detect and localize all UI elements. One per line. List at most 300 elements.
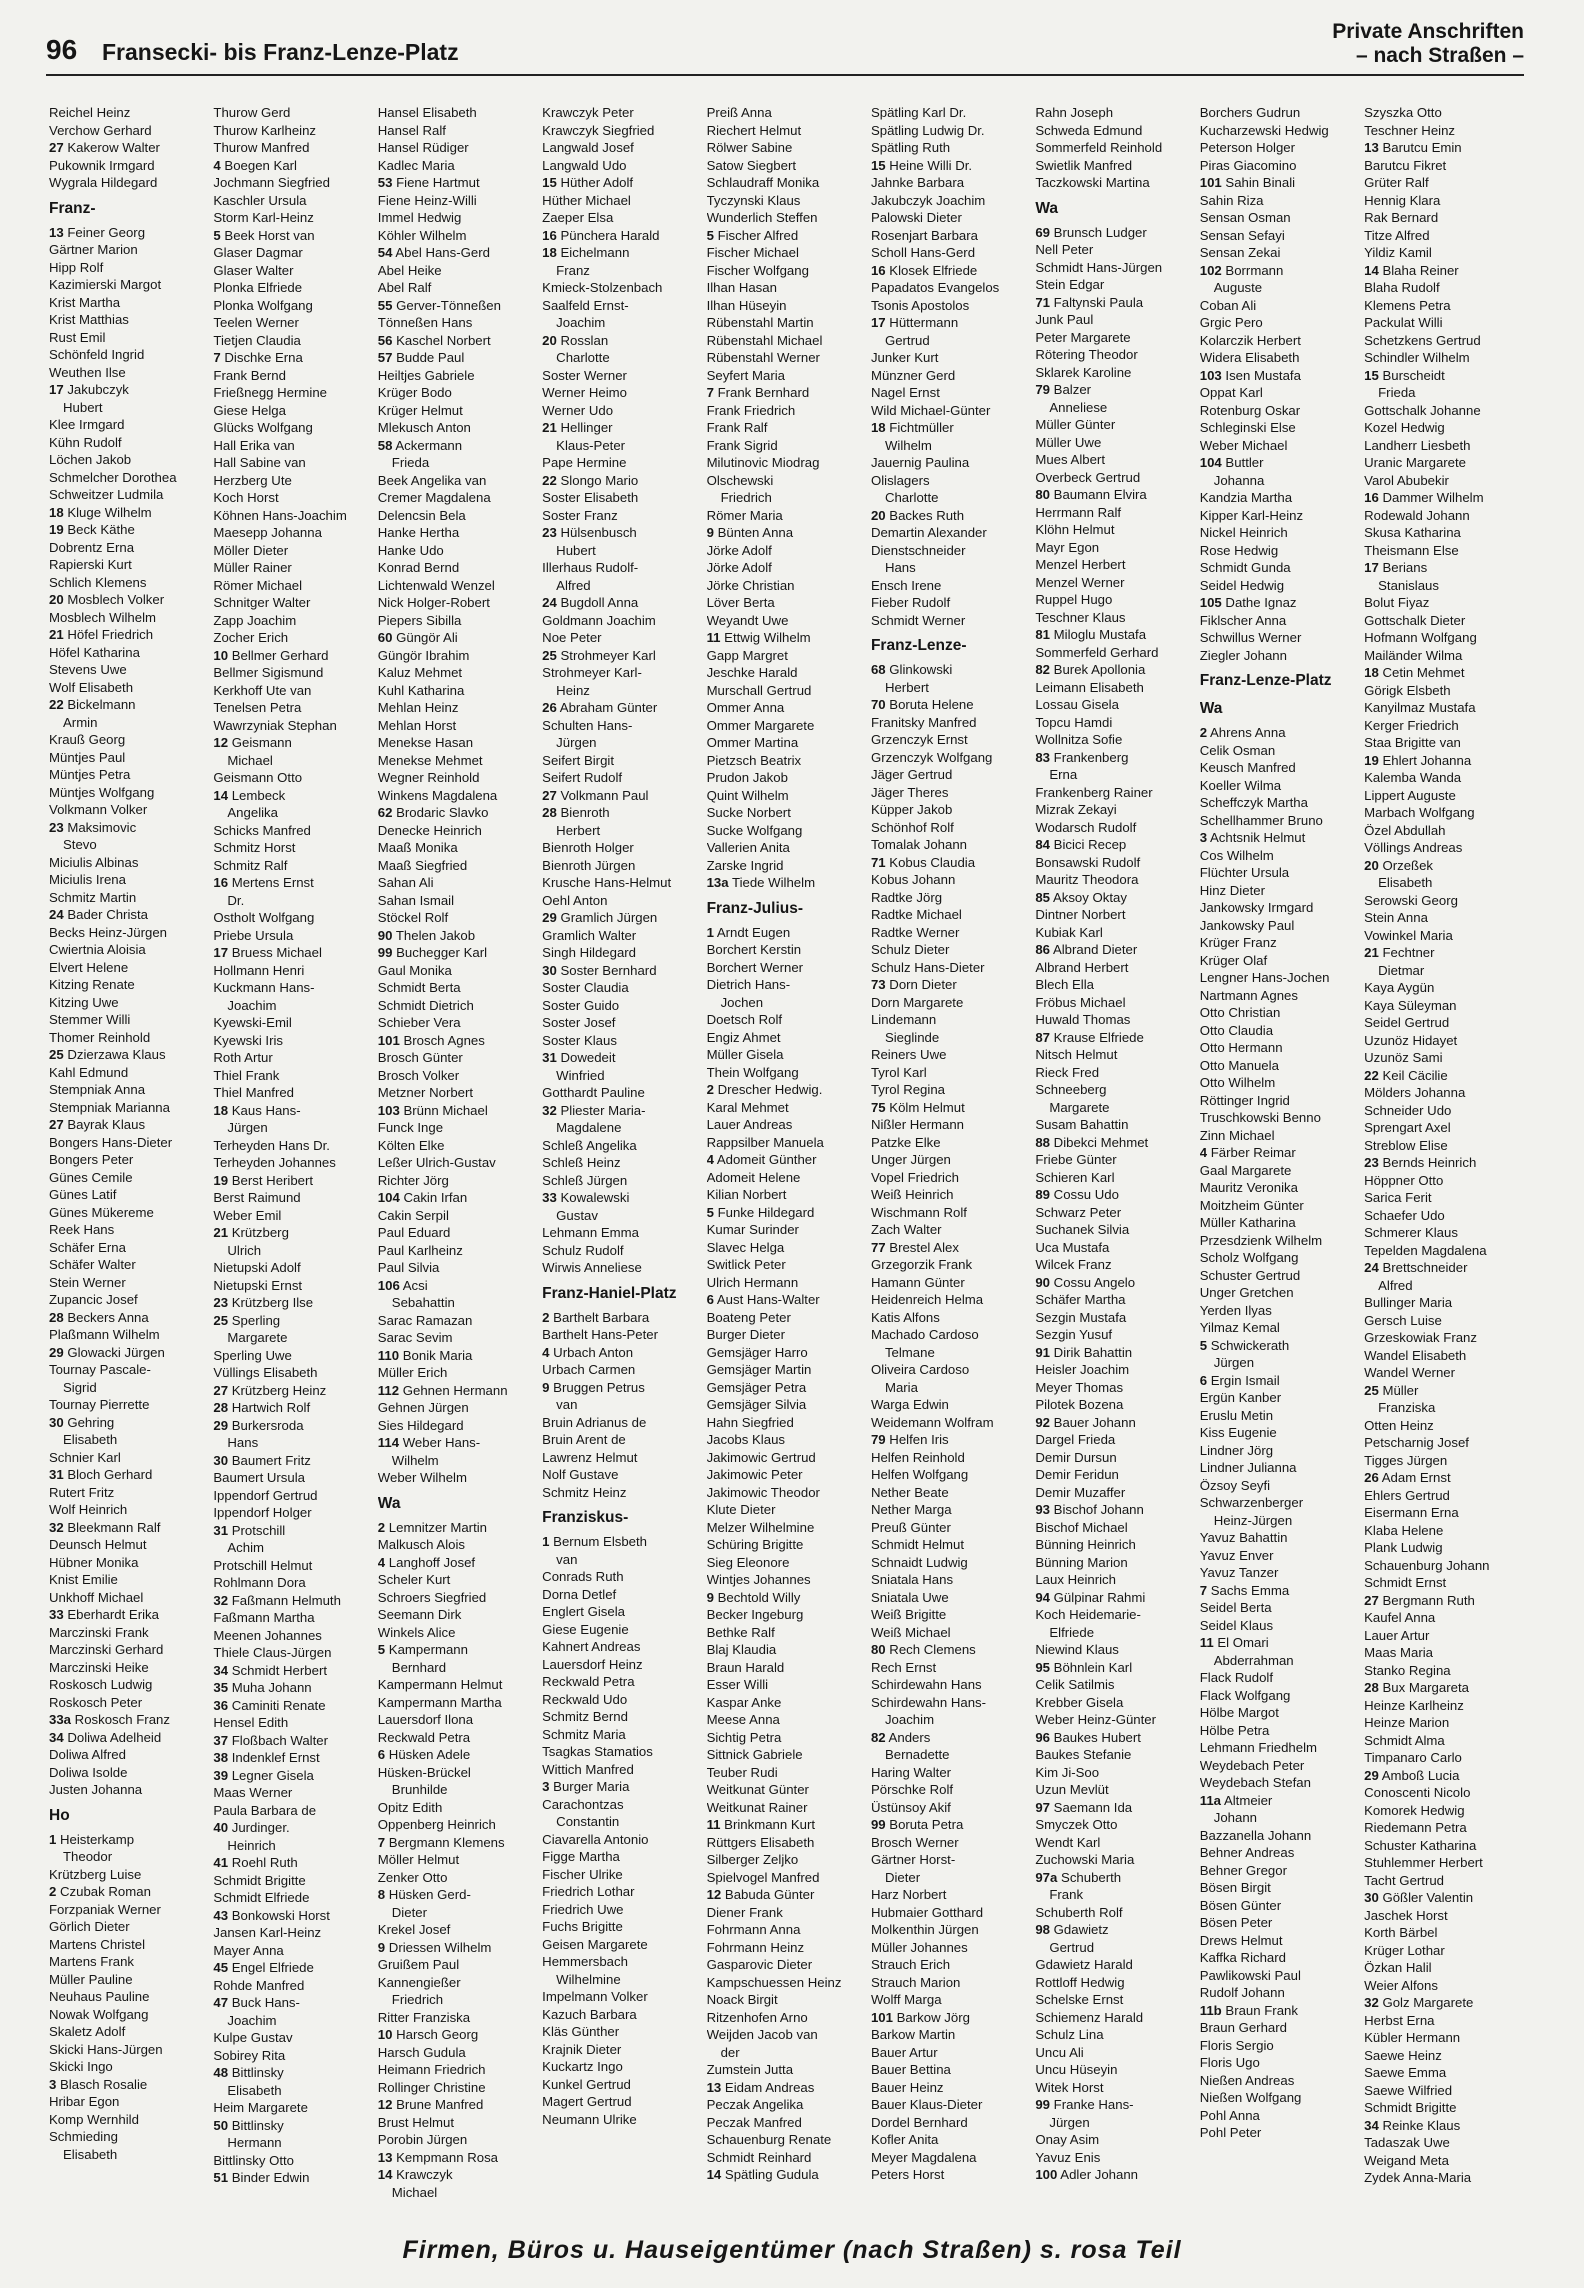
resident-entry: Lauer Andreas bbox=[706, 1117, 793, 1132]
page-header bbox=[46, 18, 1524, 76]
entry-continuation: der bbox=[720, 2044, 740, 2060]
house-number: 36 bbox=[213, 1697, 229, 1713]
resident-entry: Onay Asim bbox=[1035, 2132, 1100, 2147]
resident-entry: Kazimierski Margot bbox=[49, 277, 162, 292]
resident-entry: Rech Ernst bbox=[870, 1659, 937, 1675]
resident-entry: Müller Uwe bbox=[1035, 434, 1102, 450]
resident-entry: Geismann Otto bbox=[213, 770, 303, 785]
resident-entry: Schmidt Reinhard bbox=[706, 2149, 812, 2165]
resident-entry: Doliwa Alfred bbox=[49, 1747, 126, 1762]
resident-entry: Glücks Wolfgang bbox=[213, 420, 313, 435]
resident-entry: Rahn Joseph bbox=[1035, 105, 1114, 120]
resident-entry: Albrand Herbert bbox=[1035, 959, 1129, 975]
street-heading: Wa bbox=[1035, 199, 1059, 217]
resident-entry: Höfel Katharina bbox=[49, 644, 140, 660]
resident-entry: Dietrich Hans- bbox=[706, 977, 791, 992]
house-number: 22 bbox=[542, 472, 557, 488]
resident-entry: Borchert Kerstin bbox=[706, 942, 802, 957]
house-number: 29 bbox=[213, 1417, 229, 1433]
resident-entry: Rötering Theodor bbox=[1035, 347, 1138, 362]
resident-entry: Reek Hans bbox=[49, 1222, 115, 1237]
resident-entry: Hansel Rüdiger bbox=[377, 140, 469, 155]
house-number: 12 bbox=[706, 1887, 722, 1902]
house-number: 30 bbox=[542, 962, 557, 978]
resident-entry: Schmitz Horst bbox=[213, 840, 296, 855]
entry-continuation: Joachim bbox=[884, 1712, 935, 1727]
house-number: 11 bbox=[706, 1817, 721, 1832]
resident-entry: Weber Heinz-Günter bbox=[1035, 1712, 1157, 1727]
resident-entry: Meyer Thomas bbox=[1035, 1379, 1124, 1395]
resident-entry: Mehlan Heinz bbox=[377, 700, 459, 715]
resident-entry: 84 Bicici Recep bbox=[1035, 837, 1127, 852]
resident-entry: Soster Elisabeth bbox=[542, 490, 639, 505]
resident-entry: Wendt Karl bbox=[1035, 1834, 1101, 1850]
resident-entry: Niewind Klaus bbox=[1035, 1642, 1119, 1657]
resident-entry: Marczinski Heike bbox=[49, 1659, 149, 1675]
house-number: 26 bbox=[542, 700, 557, 715]
resident-entry: 16 Klosek Elfriede bbox=[870, 262, 978, 278]
resident-entry: Kerkhoff Ute van bbox=[213, 682, 312, 698]
resident-entry: Singh Hildegard bbox=[542, 945, 637, 960]
resident-entry: Maas Maria bbox=[1364, 1645, 1434, 1660]
resident-entry: 73 Dorn Dieter bbox=[870, 977, 957, 992]
entry-continuation: Elisabeth bbox=[227, 2082, 282, 2098]
resident-entry: Uzunöz Sami bbox=[1364, 1050, 1443, 1065]
entry-continuation: van bbox=[556, 1397, 578, 1412]
resident-entry: Sprengart Axel bbox=[1364, 1120, 1451, 1135]
resident-entry: 17 Jakubczyk bbox=[49, 382, 129, 397]
resident-entry: 88 Dibekci Mehmet bbox=[1035, 1134, 1149, 1150]
resident-entry: Nickel Heinrich bbox=[1199, 525, 1288, 540]
resident-entry: Seifert Rudolf bbox=[542, 770, 623, 785]
resident-entry: Bauer Heinz bbox=[870, 2079, 944, 2095]
resident-entry: Blech Ella bbox=[1035, 977, 1094, 992]
entry-continuation: Wilhelmine bbox=[556, 1971, 621, 1987]
entry-continuation: Jürgen bbox=[1213, 1355, 1255, 1370]
resident-entry: Otto Claudia bbox=[1199, 1022, 1274, 1038]
resident-entry: Soster Franz bbox=[542, 507, 618, 523]
resident-entry: 10 Bellmer Gerhard bbox=[213, 647, 329, 663]
resident-entry: 45 Engel Elfriede bbox=[213, 1960, 314, 1975]
resident-entry: Lauersdorf Heinz bbox=[542, 1656, 643, 1672]
resident-entry: 17 Bruess Michael bbox=[213, 945, 322, 960]
resident-entry: Leßer Ulrich-Gustav bbox=[377, 1155, 496, 1170]
resident-entry: Adomeit Helene bbox=[706, 1169, 801, 1185]
resident-entry: Heimann Friedrich bbox=[377, 2062, 486, 2077]
resident-entry: Mailänder Wilma bbox=[1364, 647, 1463, 663]
house-number: 4 bbox=[213, 157, 221, 173]
resident-entry: Stöckel Rolf bbox=[377, 910, 449, 925]
resident-entry: 82 Burek Apollonia bbox=[1035, 662, 1146, 677]
resident-entry: 30 Baumert Fritz bbox=[213, 1452, 311, 1468]
resident-entry: Harsch Gudula bbox=[377, 2044, 466, 2060]
resident-entry: Serowski Georg bbox=[1364, 892, 1458, 908]
resident-entry: Mayr Egon bbox=[1035, 539, 1100, 555]
resident-entry: Varol Abubekir bbox=[1364, 472, 1449, 488]
resident-entry: Fohrmann Anna bbox=[706, 1922, 801, 1937]
house-number: 57 bbox=[377, 350, 393, 365]
resident-entry: Gersch Luise bbox=[1364, 1312, 1442, 1328]
house-number: 18 bbox=[49, 504, 64, 520]
resident-entry: Frank Sigrid bbox=[706, 437, 778, 453]
resident-entry: Tsagkas Stamatios bbox=[542, 1744, 653, 1759]
resident-entry: Wild Michael-Günter bbox=[870, 402, 991, 418]
house-number: 16 bbox=[1364, 490, 1379, 505]
resident-entry: Krusche Hans-Helmut bbox=[542, 875, 672, 890]
resident-entry: 106 Acsi bbox=[377, 1277, 428, 1293]
resident-entry: Plonka Elfriede bbox=[213, 280, 303, 295]
house-number: 83 bbox=[1035, 749, 1051, 765]
resident-entry: Rapierski Kurt bbox=[49, 557, 132, 572]
resident-entry: Gdawietz Harald bbox=[1035, 1957, 1133, 1972]
resident-entry: Korth Bärbel bbox=[1364, 1925, 1438, 1940]
resident-entry: Wittich Manfred bbox=[542, 1761, 634, 1777]
resident-entry: Schulz Hans-Dieter bbox=[870, 959, 985, 975]
resident-entry: Seifert Birgit bbox=[542, 752, 614, 768]
resident-entry: Uzunöz Hidayet bbox=[1364, 1032, 1458, 1048]
house-number: 16 bbox=[870, 262, 886, 278]
resident-entry: Smyczek Otto bbox=[1035, 1817, 1118, 1832]
resident-entry: Saalfeld Ernst- bbox=[542, 297, 629, 313]
resident-entry: Suchanek Silvia bbox=[1035, 1222, 1130, 1237]
resident-entry: 62 Brodaric Slavko bbox=[377, 805, 489, 820]
resident-entry: Fuchs Brigitte bbox=[542, 1919, 623, 1934]
house-number: 4 bbox=[706, 1152, 714, 1167]
resident-entry: Kandzia Martha bbox=[1199, 490, 1293, 505]
resident-entry: Scholz Wolfgang bbox=[1199, 1250, 1299, 1265]
resident-entry: 24 Bugdoll Anna bbox=[542, 595, 639, 610]
house-number: 18 bbox=[1364, 665, 1379, 680]
resident-entry: 31 Protschill bbox=[213, 1522, 286, 1538]
resident-entry: Hall Sabine van bbox=[213, 455, 306, 470]
resident-entry: Murschall Gertrud bbox=[706, 682, 812, 698]
resident-entry: Wandel Werner bbox=[1364, 1365, 1456, 1380]
resident-entry: Schindler Wilhelm bbox=[1364, 350, 1470, 365]
house-number: 14 bbox=[213, 787, 229, 803]
resident-entry: Bösen Peter bbox=[1199, 1915, 1273, 1930]
resident-entry: Geisen Margarete bbox=[542, 1936, 648, 1952]
house-number: 7 bbox=[377, 1834, 386, 1850]
resident-entry: Fischer Ulrike bbox=[542, 1866, 623, 1882]
resident-entry: Heisler Joachim bbox=[1035, 1362, 1130, 1377]
entry-continuation: Auguste bbox=[1213, 280, 1263, 295]
resident-entry: Wunderlich Steffen bbox=[706, 210, 818, 225]
resident-entry: 97 Saemann Ida bbox=[1035, 1799, 1133, 1815]
resident-entry: Schmerer Klaus bbox=[1364, 1225, 1458, 1240]
resident-entry: Herzberg Ute bbox=[213, 472, 292, 488]
resident-entry: Koch Horst bbox=[213, 490, 279, 505]
resident-entry: Weydebach Peter bbox=[1199, 1757, 1305, 1773]
house-number: 27 bbox=[49, 1117, 64, 1132]
resident-entry: Skicki Ingo bbox=[49, 2059, 113, 2074]
resident-entry: 6 Ergin Ismail bbox=[1199, 1372, 1280, 1388]
resident-entry: Rose Hedwig bbox=[1199, 542, 1279, 558]
house-number: 58 bbox=[377, 437, 393, 453]
resident-entry: Sensan Zekai bbox=[1199, 245, 1281, 260]
resident-entry: 9 Bruggen Petrus bbox=[542, 1379, 645, 1395]
resident-entry: Plaßmann Wilhelm bbox=[49, 1327, 160, 1342]
resident-entry: Krüger Olaf bbox=[1199, 952, 1268, 968]
resident-entry: Zenker Otto bbox=[377, 1869, 448, 1885]
resident-entry: Weigand Meta bbox=[1364, 2152, 1449, 2168]
resident-entry: Reckwald Petra bbox=[377, 1729, 471, 1745]
resident-entry: Friebe Günter bbox=[1035, 1152, 1117, 1167]
resident-entry: Silberger Zeljko bbox=[706, 1852, 799, 1867]
resident-entry: Maas Werner bbox=[213, 1785, 293, 1800]
resident-entry: Yavuz Enis bbox=[1035, 2149, 1101, 2165]
header-right-line2: – nach Straßen – bbox=[1355, 44, 1524, 67]
resident-entry: 39 Legner Gisela bbox=[213, 1767, 314, 1783]
house-number: 7 bbox=[706, 385, 714, 400]
resident-entry: Schroers Siegfried bbox=[377, 1589, 487, 1605]
resident-entry: Noack Birgit bbox=[706, 1992, 778, 2007]
resident-entry: 47 Buck Hans- bbox=[213, 1995, 300, 2010]
resident-entry: Giese Helga bbox=[213, 402, 286, 418]
house-number: 80 bbox=[870, 1642, 886, 1657]
house-number: 90 bbox=[1035, 1274, 1051, 1290]
resident-entry: 28 Bux Margareta bbox=[1364, 1680, 1469, 1695]
resident-entry: 90 Thelen Jakob bbox=[377, 927, 476, 943]
resident-entry: Mauritz Theodora bbox=[1035, 872, 1139, 887]
resident-entry: Tyrol Karl bbox=[870, 1064, 927, 1080]
resident-entry: Thiele Claus-Jürgen bbox=[213, 1645, 332, 1660]
resident-entry: Herrmann Ralf bbox=[1035, 504, 1122, 520]
resident-entry: 21 Krützberg bbox=[213, 1225, 289, 1240]
resident-entry: Kipper Karl-Heinz bbox=[1199, 507, 1304, 523]
resident-entry: 2 Barthelt Barbara bbox=[542, 1309, 650, 1325]
resident-entry: Baumert Ursula bbox=[213, 1470, 306, 1485]
resident-entry: 34 Reinke Klaus bbox=[1364, 2117, 1461, 2133]
house-number: 22 bbox=[49, 697, 64, 712]
entry-continuation: Jürgen bbox=[1049, 2114, 1090, 2130]
resident-entry: Zupancic Josef bbox=[49, 1292, 138, 1307]
resident-entry: Sucke Wolfgang bbox=[706, 822, 803, 838]
resident-entry: Warga Edwin bbox=[870, 1397, 949, 1412]
resident-entry: Völlings Andreas bbox=[1364, 840, 1463, 855]
resident-entry: Weydebach Stefan bbox=[1199, 1775, 1311, 1790]
resident-entry: 90 Cossu Angelo bbox=[1035, 1274, 1136, 1290]
resident-entry: Tyrol Regina bbox=[870, 1082, 945, 1097]
resident-entry: Bischof Michael bbox=[1035, 1519, 1128, 1535]
resident-entry: Yavuz Tanzer bbox=[1199, 1565, 1279, 1580]
house-number: 25 bbox=[213, 1312, 229, 1328]
resident-entry: Weidemann Wolfram bbox=[870, 1414, 994, 1430]
resident-entry: 11b Braun Frank bbox=[1199, 2002, 1298, 2018]
resident-entry: Bruin Adrianus de bbox=[542, 1414, 647, 1430]
entry-continuation: Michael bbox=[227, 752, 273, 768]
resident-entry: Rak Bernard bbox=[1364, 210, 1439, 225]
resident-entry: Schönfeld Ingrid bbox=[49, 347, 145, 362]
resident-entry: Porobin Jürgen bbox=[377, 2132, 468, 2147]
resident-entry: Mues Albert bbox=[1035, 452, 1105, 467]
resident-entry: Schüring Brigitte bbox=[706, 1537, 804, 1552]
resident-entry: Reiners Uwe bbox=[870, 1047, 947, 1062]
page-footer: Firmen, Büros u. Hauseigentümer (nach Straßen) s. rosa Teil bbox=[402, 2236, 1182, 2264]
resident-entry: Elvert Helene bbox=[49, 959, 129, 975]
directory-column bbox=[1364, 104, 1528, 2224]
entry-continuation: Hans bbox=[884, 560, 916, 575]
resident-entry: Friedrich Lothar bbox=[542, 1884, 635, 1899]
resident-entry: 3 Blasch Rosalie bbox=[49, 2076, 148, 2092]
resident-entry: Menekse Hasan bbox=[377, 735, 474, 750]
resident-entry: Englert Gisela bbox=[542, 1604, 625, 1619]
resident-entry: Martens Christel bbox=[49, 1936, 146, 1952]
resident-entry: Jochmann Siegfried bbox=[213, 175, 330, 190]
resident-entry: Floris Sergio bbox=[1199, 2037, 1274, 2053]
street-heading: Franz-Haniel-Platz bbox=[542, 1284, 677, 1302]
entry-continuation: Herbert bbox=[556, 822, 601, 838]
resident-entry: Schneeberg bbox=[1035, 1082, 1107, 1097]
resident-entry: Seidel Hedwig bbox=[1199, 577, 1285, 593]
resident-entry: Soster Guido bbox=[542, 997, 620, 1013]
house-number: 28 bbox=[213, 1400, 229, 1415]
resident-entry: 17 Hüttermann bbox=[870, 315, 959, 330]
resident-entry: Figge Martha bbox=[542, 1849, 620, 1864]
house-number: 11a bbox=[1199, 1792, 1222, 1808]
resident-entry: Krebber Gisela bbox=[1035, 1694, 1124, 1710]
resident-entry: 99 Boruta Petra bbox=[870, 1817, 964, 1832]
resident-entry: Becks Heinz-Jürgen bbox=[49, 924, 168, 940]
resident-entry: Barutcu Fikret bbox=[1364, 157, 1447, 173]
resident-entry: Schweitzer Ludmila bbox=[49, 487, 164, 502]
resident-entry: Landherr Liesbeth bbox=[1364, 437, 1471, 453]
resident-entry: Lindner Julianna bbox=[1199, 1460, 1297, 1475]
resident-entry: 87 Krause Elfriede bbox=[1035, 1029, 1144, 1045]
resident-entry: 15 Hüther Adolf bbox=[542, 175, 634, 190]
resident-entry: Marbach Wolfgang bbox=[1364, 805, 1475, 820]
resident-entry: Schieber Vera bbox=[377, 1015, 461, 1030]
resident-entry: Oehl Anton bbox=[542, 892, 608, 908]
resident-entry: Schwarzenberger bbox=[1199, 1495, 1304, 1510]
resident-entry: Seyfert Maria bbox=[706, 367, 785, 383]
resident-entry: 18 Eichelmann bbox=[542, 245, 630, 260]
resident-entry: 12 Babuda Günter bbox=[706, 1887, 815, 1902]
resident-entry: Müller Gisela bbox=[706, 1047, 784, 1062]
resident-entry: 69 Brunsch Ludger bbox=[1035, 224, 1147, 240]
resident-entry: Schmidt Berta bbox=[377, 980, 461, 995]
resident-entry: 2 Drescher Hedwig. bbox=[706, 1082, 823, 1097]
resident-entry: Ritter Franziska bbox=[377, 2009, 471, 2025]
resident-entry: Kyewski-Emil bbox=[213, 1015, 292, 1030]
resident-entry: Zapp Joachim bbox=[213, 612, 297, 628]
house-number: 39 bbox=[213, 1767, 229, 1783]
house-number: 12 bbox=[377, 2097, 393, 2112]
resident-entry: Skusa Katharina bbox=[1364, 525, 1461, 540]
resident-entry: Kerger Friedrich bbox=[1364, 717, 1459, 733]
resident-entry: Rottloff Hedwig bbox=[1035, 1974, 1125, 1990]
resident-entry: Schuberth Rolf bbox=[1035, 1904, 1123, 1920]
resident-entry: 13 Eidam Andreas bbox=[706, 2079, 815, 2095]
resident-entry: Teelen Werner bbox=[213, 315, 299, 330]
resident-entry: 55 Gerver-Tönneßen bbox=[377, 297, 501, 313]
resident-entry: 14 Krawczyk bbox=[377, 2167, 453, 2182]
resident-entry: Wirwis Anneliese bbox=[542, 1260, 642, 1275]
resident-entry: 71 Faltynski Paula bbox=[1035, 294, 1144, 310]
house-number: 10 bbox=[213, 647, 229, 663]
resident-entry: 97a Schuberth bbox=[1035, 1869, 1122, 1885]
resident-entry: Weber Michael bbox=[1199, 437, 1288, 453]
resident-entry: Pohl Anna bbox=[1199, 2107, 1260, 2123]
resident-entry: Hahn Siegfried bbox=[706, 1414, 794, 1430]
resident-entry: Fohrmann Heinz bbox=[706, 1939, 805, 1955]
resident-entry: 68 Glinkowski bbox=[870, 662, 953, 677]
resident-entry: Keusch Manfred bbox=[1199, 760, 1296, 775]
resident-entry: Uncu Ali bbox=[1035, 2044, 1084, 2060]
resident-entry: Ilhan Hasan bbox=[706, 280, 777, 295]
resident-entry: Sarac Ramazan bbox=[377, 1312, 473, 1328]
resident-entry: Barthelt Hans-Peter bbox=[542, 1327, 658, 1342]
resident-entry: 105 Dathe Ignaz bbox=[1199, 595, 1297, 610]
house-number: 6 bbox=[706, 1292, 714, 1307]
resident-entry: Zumstein Jutta bbox=[706, 2062, 794, 2077]
resident-entry: 101 Sahin Binali bbox=[1199, 175, 1296, 190]
house-number: 2 bbox=[542, 1309, 550, 1325]
resident-entry: Schieren Karl bbox=[1035, 1169, 1115, 1185]
resident-entry: Kyewski Iris bbox=[213, 1032, 283, 1048]
resident-entry: Hofmann Wolfgang bbox=[1364, 630, 1477, 645]
resident-entry: Fischer Michael bbox=[706, 245, 799, 260]
resident-entry: Gruißem Paul bbox=[377, 1957, 460, 1972]
house-number: 5 bbox=[213, 227, 221, 243]
resident-entry: Yildiz Kamil bbox=[1364, 245, 1432, 260]
resident-entry: Zaeper Elsa bbox=[542, 210, 614, 225]
resident-entry: 15 Burscheidt bbox=[1364, 367, 1445, 383]
house-number: 20 bbox=[1364, 857, 1379, 873]
resident-entry: Otto Wilhelm bbox=[1199, 1075, 1276, 1090]
resident-entry: Huwald Thomas bbox=[1035, 1012, 1131, 1027]
resident-entry: Volkmann Volker bbox=[49, 802, 148, 817]
resident-entry: Bonsawski Rudolf bbox=[1035, 854, 1141, 870]
resident-entry: Przesdzienk Wilhelm bbox=[1199, 1232, 1323, 1248]
resident-entry: Kuckmann Hans- bbox=[213, 980, 315, 995]
resident-entry: 1 Bernum Elsbeth bbox=[542, 1534, 648, 1549]
resident-entry: Otto Manuela bbox=[1199, 1057, 1279, 1073]
resident-entry: Topcu Hamdi bbox=[1035, 714, 1113, 730]
house-number: 56 bbox=[377, 332, 393, 348]
resident-entry: Patzke Elke bbox=[870, 1134, 941, 1150]
resident-entry: Kulpe Gustav bbox=[213, 2030, 293, 2045]
resident-entry: Kaschler Ursula bbox=[213, 192, 307, 208]
house-number: 22 bbox=[1364, 1067, 1379, 1083]
resident-entry: 31 Bloch Gerhard bbox=[49, 1467, 153, 1482]
entry-continuation: Sebahattin bbox=[391, 1295, 455, 1310]
resident-entry: Schmidt Dietrich bbox=[377, 997, 474, 1013]
resident-entry: 23 Maksimovic bbox=[49, 819, 137, 835]
house-number: 47 bbox=[213, 1995, 229, 2010]
resident-entry: Kofler Anita bbox=[870, 2132, 939, 2147]
resident-entry: Schleginski Else bbox=[1199, 420, 1296, 435]
resident-entry: Stempniak Anna bbox=[49, 1082, 146, 1097]
house-number: 2 bbox=[1199, 725, 1208, 740]
house-number: 24 bbox=[1364, 1260, 1379, 1275]
house-number: 18 bbox=[542, 245, 557, 260]
resident-entry: Meese Anna bbox=[706, 1712, 780, 1727]
resident-entry: Heim Margarete bbox=[213, 2100, 308, 2115]
resident-entry: Peczak Angelika bbox=[706, 2097, 804, 2112]
resident-entry: Özsoy Seyfi bbox=[1199, 1477, 1271, 1493]
entry-continuation: van bbox=[556, 1551, 578, 1567]
resident-entry: Neuhaus Pauline bbox=[49, 1989, 150, 2004]
resident-entry: Müller Pauline bbox=[49, 1971, 133, 1987]
house-number: 9 bbox=[706, 525, 714, 540]
resident-entry: Rüttgers Elisabeth bbox=[706, 1834, 815, 1850]
resident-entry: Weber Wilhelm bbox=[377, 1470, 467, 1485]
resident-entry: Sies Hildegard bbox=[377, 1417, 464, 1433]
resident-entry: Zocher Erich bbox=[213, 630, 289, 645]
house-number: 11b bbox=[1199, 2002, 1222, 2018]
resident-entry: Hansel Ralf bbox=[377, 122, 446, 138]
resident-entry: Schmidt Helmut bbox=[870, 1537, 965, 1552]
